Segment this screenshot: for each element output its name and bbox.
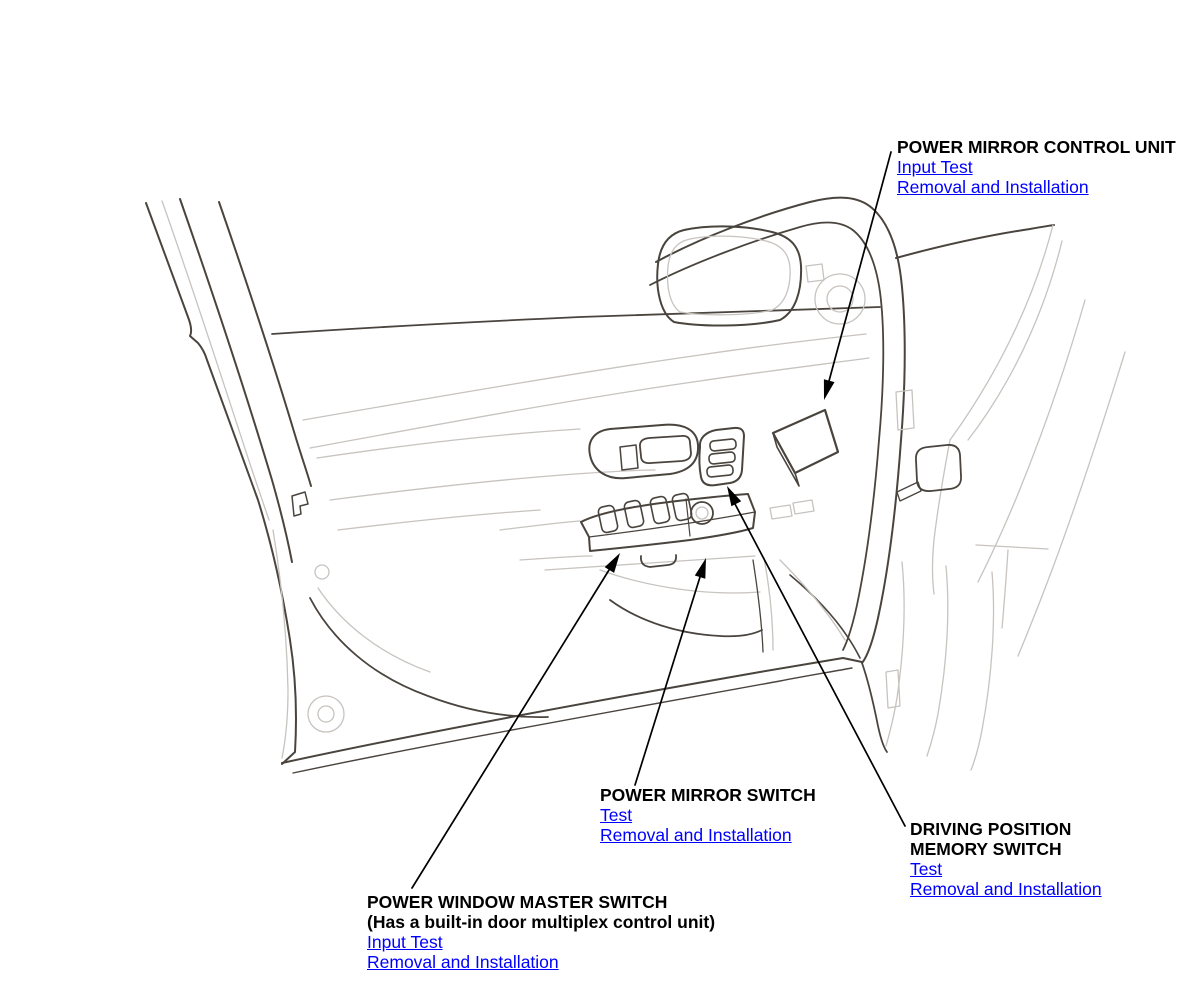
leader-power-mirror-switch [635,558,706,785]
car-body-background [886,225,1125,770]
link-removal-and-installation[interactable]: Removal and Installation [367,952,559,972]
link-input-test[interactable]: Input Test [367,932,443,952]
link-removal-and-installation[interactable]: Removal and Installation [910,879,1102,899]
arrowhead [605,553,620,573]
callout-driving-position-memory-switch [910,819,1102,899]
callout-title: POWER WINDOW MASTER SWITCH [367,892,668,912]
callout-title: (Has a built-in door multiplex control unit) [367,912,716,932]
leader-driving-position-memory-switch [727,486,905,826]
link-test[interactable]: Test [600,805,633,825]
callout-title: DRIVING POSITION [910,819,1072,839]
power-mirror-control-unit-drawing [773,410,838,486]
callout-power-mirror-control-unit [897,137,1176,197]
power-window-master-switch-drawing [581,493,755,567]
driving-position-memory-switch-drawing [699,428,744,485]
link-removal-and-installation[interactable]: Removal and Installation [600,825,792,845]
callout-title: POWER MIRROR CONTROL UNIT [897,137,1176,157]
leader-power-mirror-control-unit [824,152,891,400]
a-pillar [146,199,311,764]
door-latch-hardware [886,390,961,708]
callout-power-window-master-switch [367,892,715,972]
link-test[interactable]: Test [910,859,943,879]
callout-title: MEMORY SWITCH [910,839,1062,859]
window-beltline [272,307,880,334]
callout-power-mirror-switch [600,785,816,845]
arrowhead [695,558,706,579]
door-panel [282,334,869,773]
link-input-test[interactable]: Input Test [897,157,973,177]
link-removal-and-installation[interactable]: Removal and Installation [897,177,1089,197]
leader-power-window-master-switch [412,553,620,888]
arrowhead [824,379,835,400]
callout-title: POWER MIRROR SWITCH [600,785,816,805]
